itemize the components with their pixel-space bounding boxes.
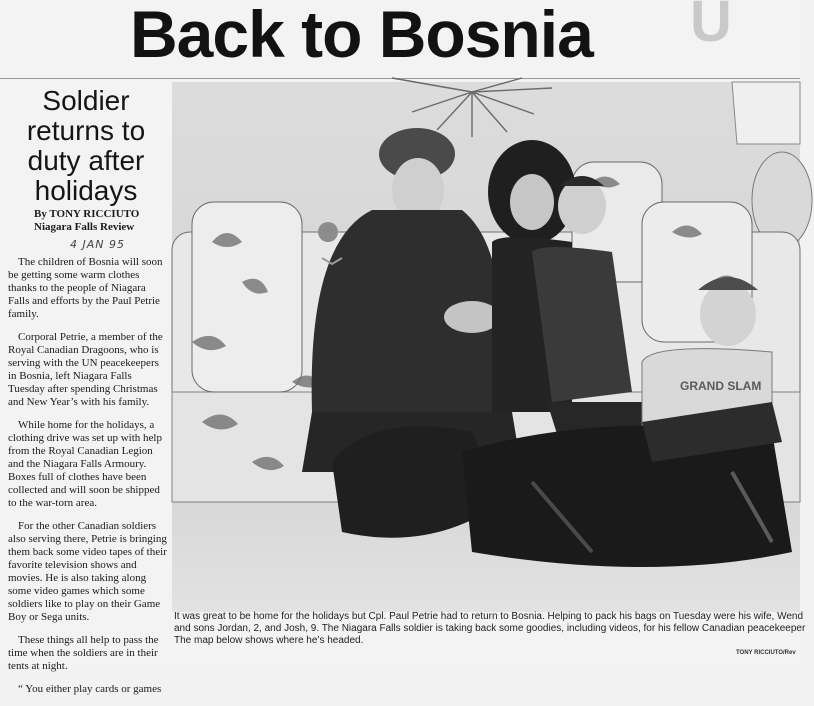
caption-line: The map below shows where he’s headed. — [174, 635, 364, 646]
article-paragraph: Corporal Petrie, a member of the Royal Canadian Dragoons, who is serving with the UN peacekeepers in Bosnia, left Niagara Falls Tuesday after spending Christmas and New Year’s with his family. — [8, 331, 163, 408]
svg-text:GRAND SLAM: GRAND SLAM — [680, 379, 762, 393]
article-paragraph: “ You either play cards or games — [18, 683, 162, 695]
article-paragraph: These things all help to pass the time when the soldiers are in their tents at night. — [8, 634, 159, 672]
handwritten-date: 4 JAN 95 — [70, 238, 125, 251]
news-photo — [172, 82, 800, 612]
byline-author: By TONY RICCIUTO — [34, 208, 140, 220]
photo-caption — [174, 611, 814, 647]
article-paragraph: While home for the holidays, a clothing drive was set up with help from the Royal Canadian Legion and the Niagara Falls Armoury. Boxes full of clothes have been collected and will soon be shipped to the war-torn area. — [8, 419, 162, 509]
caption-line: It was great to be home for the holidays but Cpl. Paul Petrie had to return to Bosnia. Helping to pack his bags on Tuesday were his wife, Wend — [174, 611, 804, 622]
article-paragraph: For the other Canadian soldiers also serving there, Petrie is bringing them back some video tapes of their favorite television shows and movies. He is also taking along some video games which some soldiers like to play on their Game Boy or Sega units. — [8, 520, 167, 623]
adjacent-headline-fragment: U — [690, 0, 731, 54]
article-paragraph: The children of Bosnia will soon be getting some warm clothes thanks to the people of Niagara Falls and efforts by the Paul Petrie family. — [8, 256, 163, 320]
subhead: Soldier returns to duty after holidays — [26, 85, 146, 206]
family-packing-photo — [172, 82, 800, 612]
caption-line: and sons Jordan, 2, and Josh, 9. The Niagara Falls soldier is taking back some goodies, including videos, for his fellow Canadian peacekeeper — [174, 623, 806, 634]
article-body — [8, 256, 168, 706]
byline — [34, 208, 139, 234]
photo-credit: TONY RICCIUTO/Rev — [736, 650, 796, 656]
headline: Back to Bosnia — [130, 0, 593, 71]
byline-paper: Niagara Falls Review — [34, 221, 135, 233]
